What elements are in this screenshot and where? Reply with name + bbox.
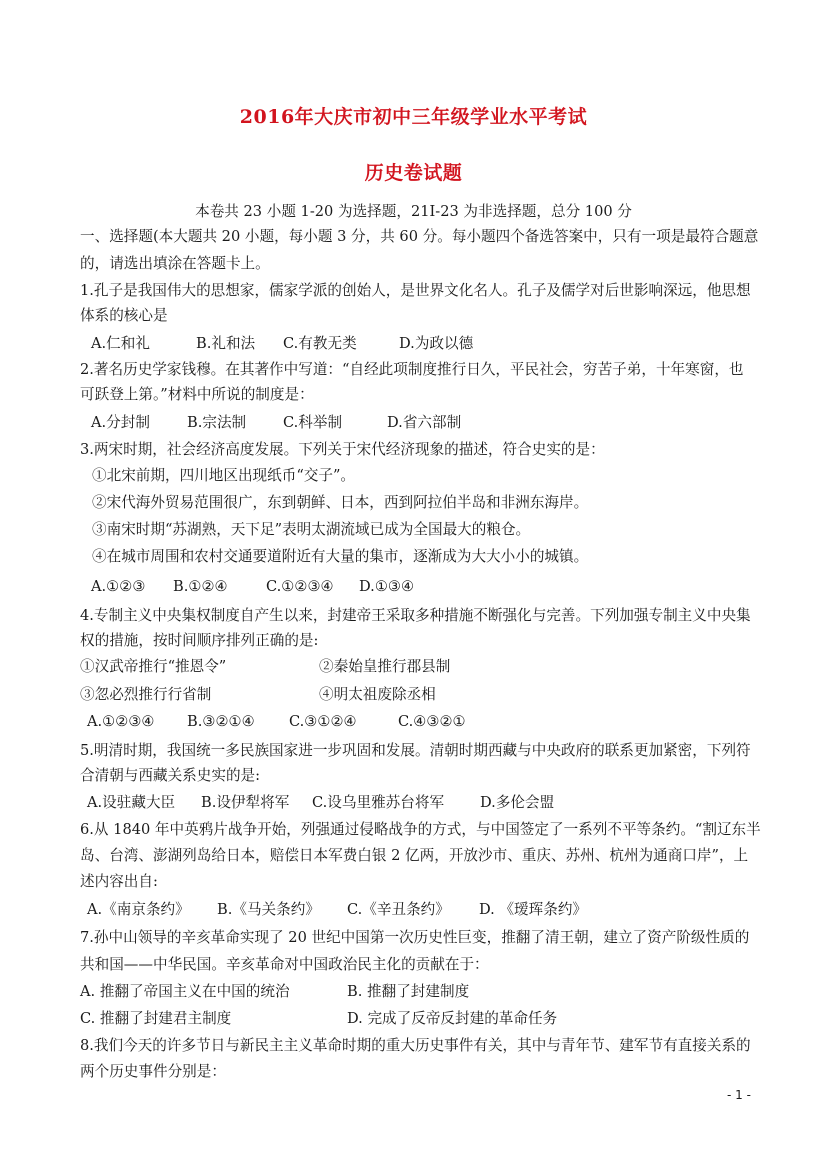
option-d: D. 《瑷珲条约》 bbox=[479, 901, 588, 918]
question-3-item: ①北宋前期，四川地区出现纸币“交子”。 bbox=[92, 467, 356, 484]
option-d: D.多伦会盟 bbox=[480, 794, 555, 811]
question-4-item: ④明太祖废除丞相 bbox=[319, 686, 436, 703]
option-d: D.①③④ bbox=[359, 578, 415, 595]
question-2-stem: 2.著名历史学家钱穆。在其著作中写道：“自经此项制度推行日久，平民社会，穷苦子弟，十年寒窗，也 bbox=[80, 361, 744, 378]
question-3-item: ④在城市周围和农村交通要道附近有大量的集市，逐渐成为大大小小的城镇。 bbox=[92, 548, 589, 565]
exam-intro: 本卷共 23 小题 1-20 为选择题，21I-23 为非选择题，总分 100 分 bbox=[195, 203, 632, 220]
question-4-item: ①汉武帝推行“推恩令” bbox=[80, 658, 227, 675]
option-b: B.①②④ bbox=[173, 578, 228, 595]
question-7-stem: 共和国——中华民国。辛亥革命对中国政治民主化的贡献在于： bbox=[80, 956, 489, 973]
exam-subtitle: 历史卷试题 bbox=[364, 162, 463, 184]
option-c: C.《辛丑条约》 bbox=[347, 901, 450, 918]
question-4-stem: 权的措施，按时间顺序排列正确的是: bbox=[80, 632, 319, 649]
option-c: C.③①②④ bbox=[289, 713, 357, 730]
question-7-stem: 7.孙中山领导的辛亥革命实现了 20 世纪中国第一次历史性巨变，推翻了清王朝，建立了资产阶级性质的 bbox=[80, 929, 750, 946]
question-8-stem: 两个历史事件分别是： bbox=[80, 1063, 226, 1080]
question-5-stem: 5.明清时期，我国统一多民族国家进一步巩固和发展。清朝时期西藏与中央政府的联系更加紧密，下列符 bbox=[80, 742, 751, 759]
question-5-stem: 合清朝与西藏关系史实的是: bbox=[80, 767, 261, 784]
question-3-stem: 3.两宋时期，社会经济高度发展。下列关于宋代经济现象的描述，符合史实的是： bbox=[80, 441, 605, 458]
option-b: B.③②①④ bbox=[187, 713, 255, 730]
section-instruction-line: 的，请选出填涂在答题卡上。 bbox=[80, 255, 270, 272]
option-c: C.科举制 bbox=[283, 414, 343, 431]
question-2-stem: 可跃登上第。”材料中所说的制度是： bbox=[80, 386, 314, 403]
question-4-item: ②秦始皇推行郡县制 bbox=[319, 658, 451, 675]
option-c: C. 推翻了封建君主制度 bbox=[80, 1010, 232, 1027]
option-a: A.仁和礼 bbox=[91, 335, 150, 352]
option-a: A. 推翻了帝国主义在中国的统治 bbox=[80, 983, 290, 1000]
question-1-stem: 1.孔子是我国伟大的思想家，儒家学派的创始人，是世界文化名人。孔子及儒学对后世影响深远，他思想 bbox=[80, 282, 751, 299]
question-3-item: ③南宋时期“苏湖熟，天下足”表明太湖流域已成为全国最大的粮仓。 bbox=[92, 521, 531, 538]
option-a: A.《南京条约》 bbox=[87, 901, 190, 918]
question-6-stem: 6.从 1840 年中英鸦片战争开始，列强通过侵略战争的方式，与中国签定了一系列不平等条约。“割辽东半 bbox=[80, 821, 761, 838]
question-6-stem: 岛、台湾、澎湖列岛给日本，赔偿日本军费白银 2 亿两，开放沙市、重庆、苏州、杭州为通商口岸”，上 bbox=[80, 847, 749, 864]
option-a: A.设驻藏大臣 bbox=[87, 794, 176, 811]
question-1-stem: 体系的核心是 bbox=[80, 307, 168, 324]
option-b: B.礼和法 bbox=[196, 335, 256, 352]
section-instruction-line: 一、选择题(本大题共 20 小题，每小题 3 分，共 60 分。每小题四个备选答案中，只有一项是最符合题意 bbox=[80, 228, 759, 245]
option-d: D. 完成了反帝反封建的革命任务 bbox=[347, 1010, 558, 1027]
option-d: D.省六部制 bbox=[387, 414, 462, 431]
option-b: B.设伊犁将军 bbox=[201, 794, 290, 811]
option-b: B.《马关条约》 bbox=[217, 901, 320, 918]
page-number: - 1 - bbox=[727, 1088, 751, 1102]
question-4-stem: 4.专制主义中央集权制度自产生以来，封建帝王采取多种措施不断强化与完善。下列加强专制主义中央集 bbox=[80, 607, 751, 624]
option-c: C.①②③④ bbox=[266, 578, 334, 595]
option-a: A.分封制 bbox=[91, 414, 150, 431]
question-8-stem: 8.我们今天的许多节日与新民主主义革命时期的重大历史事件有关，其中与青年节、建军节有直接关系的 bbox=[80, 1037, 751, 1054]
option-d: D.为政以德 bbox=[399, 335, 474, 352]
option-b: B. 推翻了封建制度 bbox=[347, 983, 470, 1000]
option-c: C.有教无类 bbox=[283, 335, 357, 352]
exam-title: 2016年大庆市初中三年级学业水平考试 bbox=[239, 106, 588, 128]
option-c: C.设乌里雅苏台将军 bbox=[312, 794, 445, 811]
option-b: B.宗法制 bbox=[187, 414, 247, 431]
option-a: A.①②③④ bbox=[87, 713, 155, 730]
question-4-item: ③忽必烈推行行省制 bbox=[80, 686, 212, 703]
option-a: A.①②③ bbox=[91, 578, 146, 595]
option-d: C.④③②① bbox=[398, 713, 466, 730]
question-6-stem: 述内容出自: bbox=[80, 873, 158, 890]
question-3-item: ②宋代海外贸易范围很广，东到朝鲜、日本，西到阿拉伯半岛和非洲东海岸。 bbox=[92, 494, 589, 511]
